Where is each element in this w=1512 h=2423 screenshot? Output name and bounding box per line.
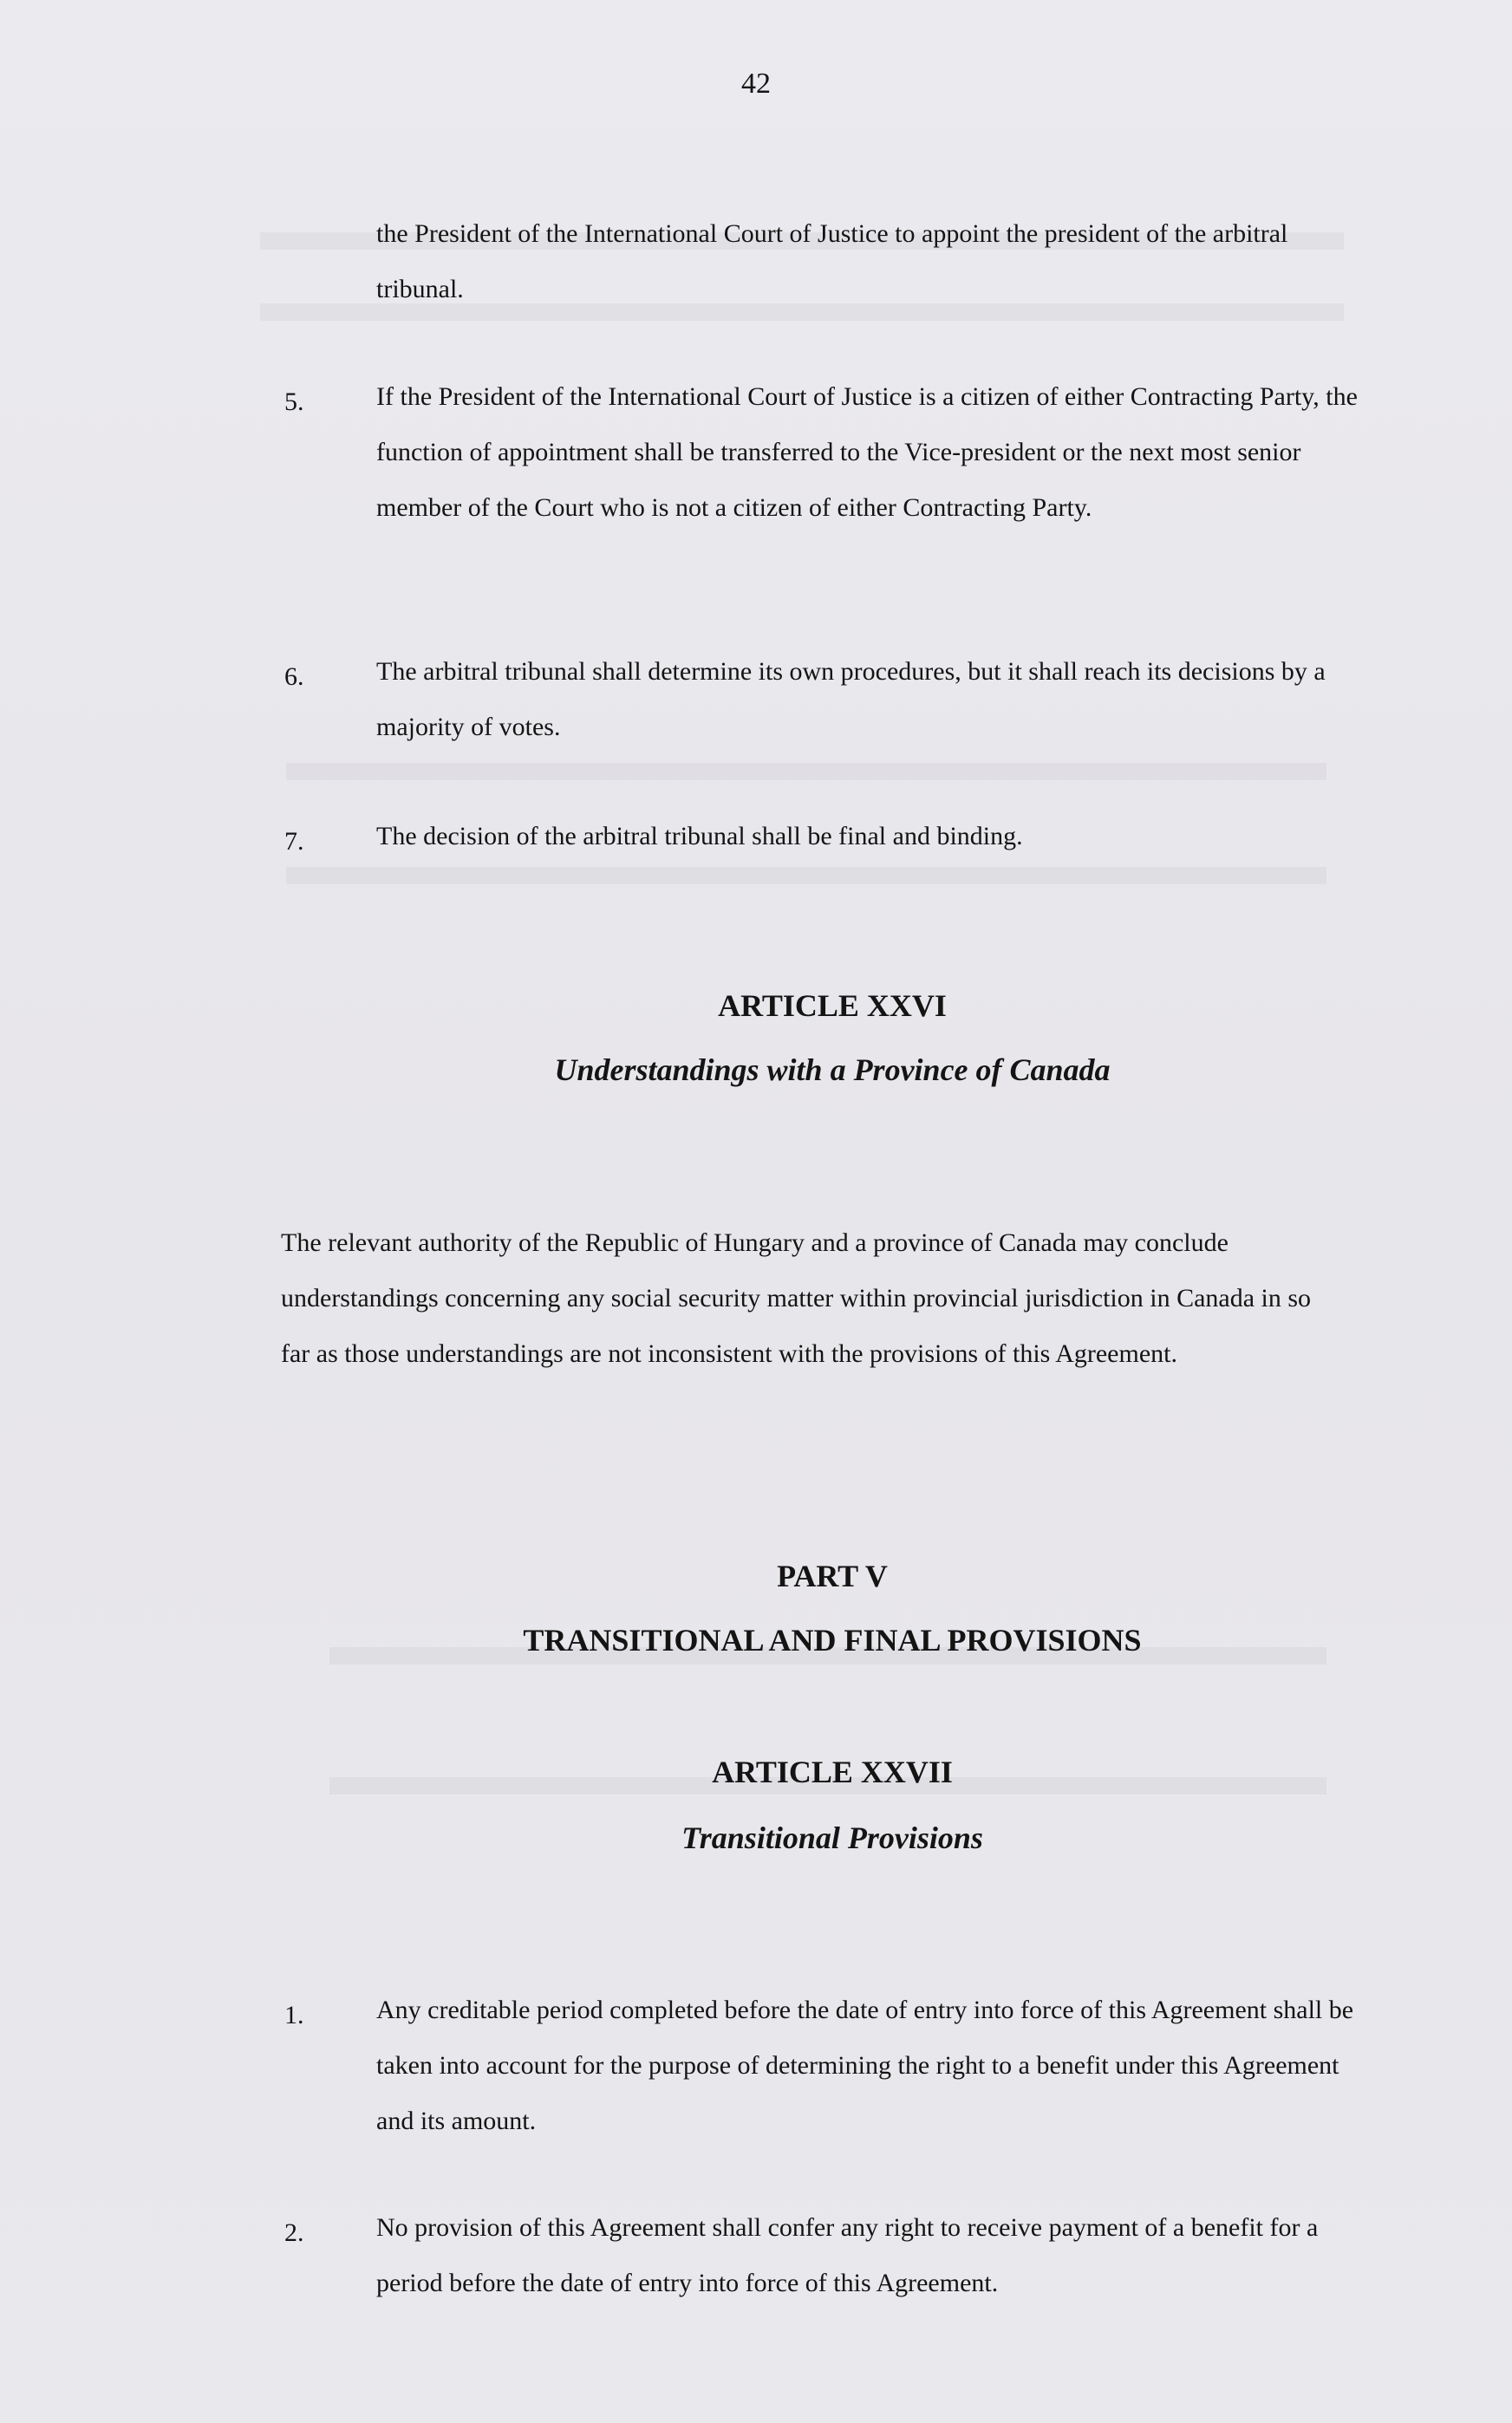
item-number-7: 7. [284, 827, 304, 856]
article-27-item-number-1: 1. [284, 2001, 304, 2029]
item-number-6: 6. [284, 662, 304, 691]
item-6-text: The arbitral tribunal shall determine its own procedures, but it shall reach its decisions by a majority of votes. [376, 657, 1326, 741]
part-5-title: PART V [777, 1559, 888, 1593]
article-27-item-2-text: No provision of this Agreement shall confer any right to receive payment of a benefit for a period before the date of entry into force of this Agreement. [376, 2213, 1319, 2297]
article-26-subtitle: Understandings with a Province of Canada [554, 1052, 1111, 1087]
article-27-subtitle: Transitional Provisions [681, 1821, 983, 1855]
item-7-text: The decision of the arbitral tribunal shall be final and binding. [376, 822, 1023, 850]
article-27-title: ARTICLE XXVII [712, 1755, 953, 1789]
item-5-text: If the President of the International Court of Justice is a citizen of either Contracting Party, the function of appointment shall be transferred to the Vice-president or the next most senior member of the Court who is not a citizen of either Contracting Party. [376, 382, 1358, 522]
article-26-title: ARTICLE XXVI [718, 988, 947, 1023]
continuation-paragraph: the President of the International Court of Justice to appoint the president of the arbitral tribunal. [376, 219, 1288, 303]
part-5-subtitle: TRANSITIONAL AND FINAL PROVISIONS [523, 1623, 1142, 1658]
item-number-5: 5. [284, 388, 304, 416]
article-27-item-number-2: 2. [284, 2218, 304, 2247]
article-26-body: The relevant authority of the Republic of Hungary and a province of Canada may conclude understandings concerning any social security matter within provincial jurisdiction in Canada in so far as those understandings are not inconsistent with the provisions of this Agreement. [281, 1228, 1312, 1368]
page-number: 42 [741, 68, 771, 100]
article-27-item-1-text: Any creditable period completed before the date of entry into force of this Agreement shall be taken into account for the purpose of determining the right to a benefit under this Agreement and its amount. [376, 1996, 1354, 2135]
